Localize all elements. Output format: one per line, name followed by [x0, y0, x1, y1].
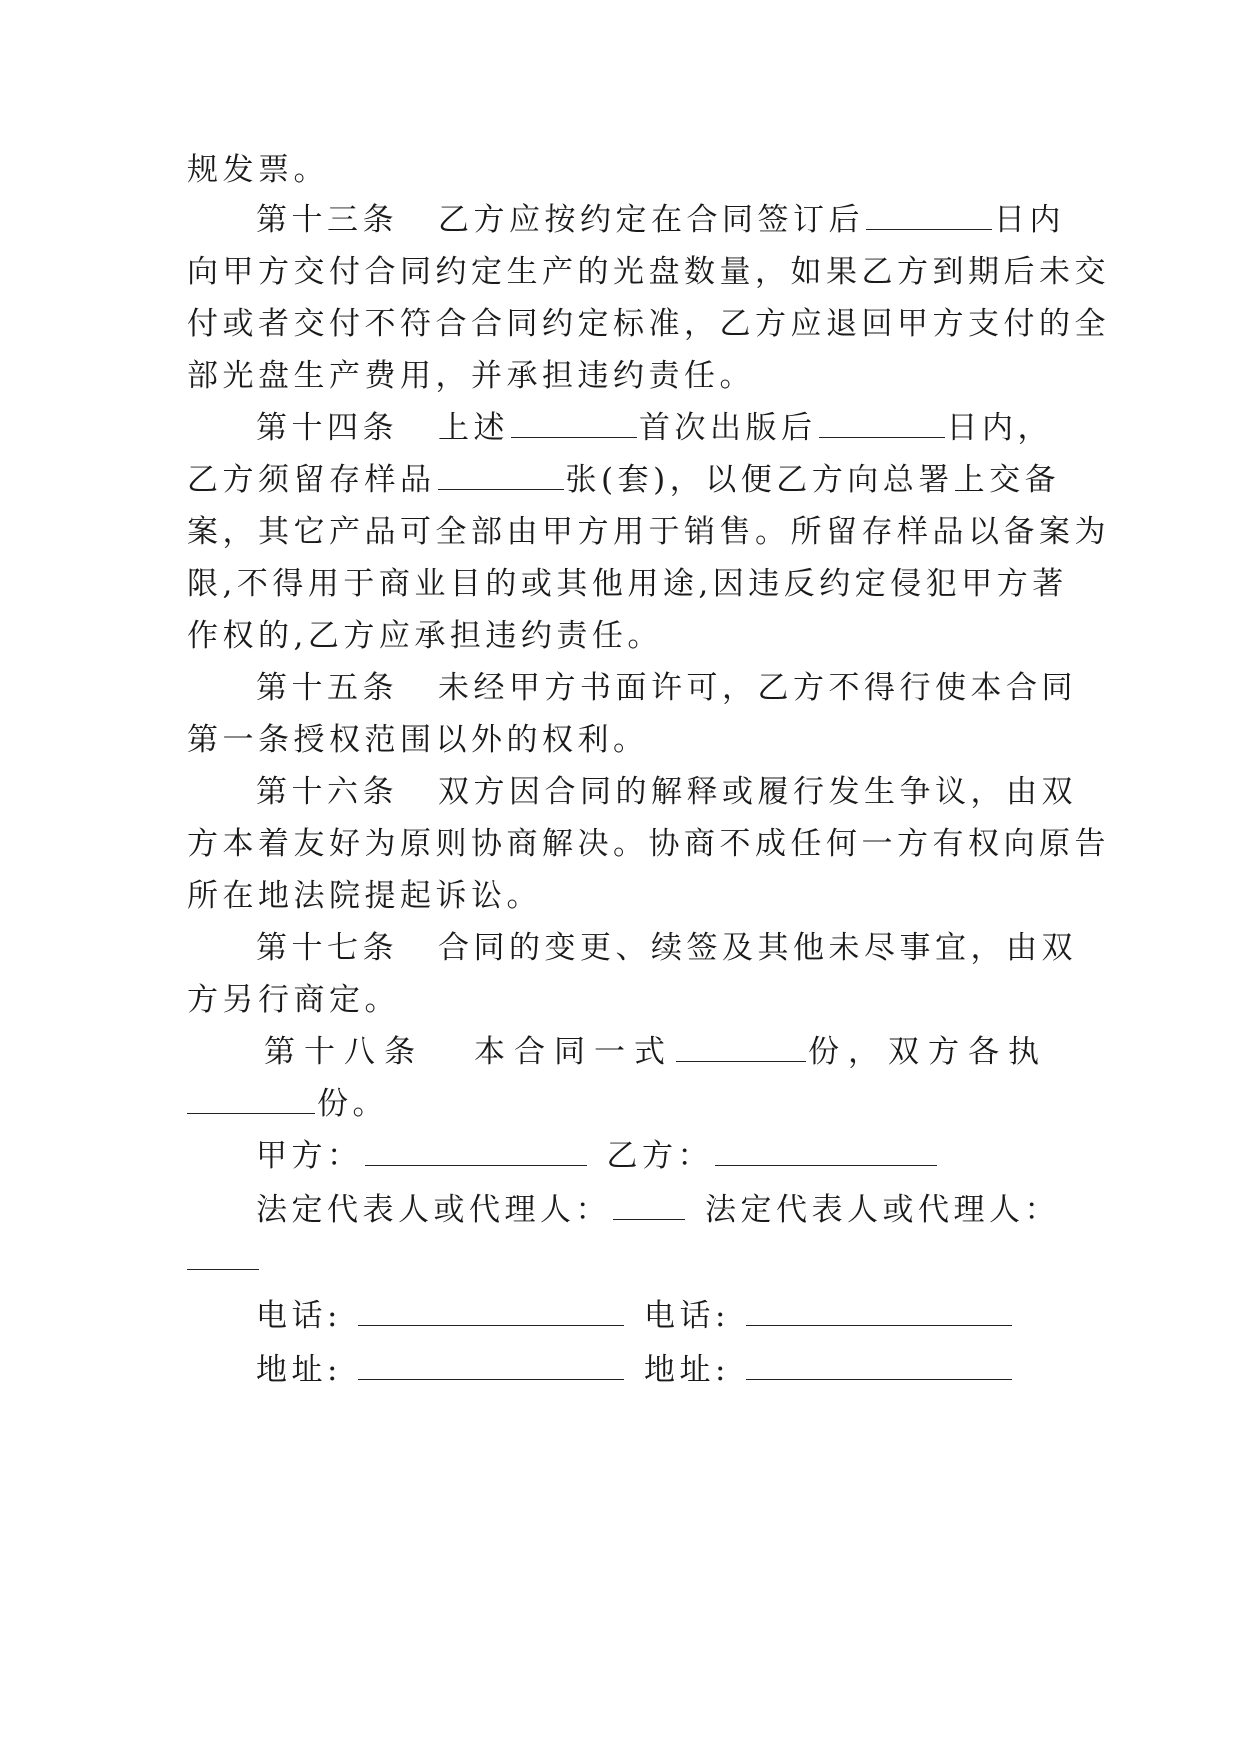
text: 首次出版后 [639, 410, 817, 446]
paragraph-line [187, 150, 1047, 190]
article-heading: 第十四条 [256, 410, 398, 446]
address-a-field [358, 1351, 624, 1380]
text: 案，其它产品可全部由甲方用于销售。所留存样品以备案为 [187, 514, 1110, 550]
article-14 [256, 408, 1116, 448]
address-b-label: 地址: [643, 1352, 730, 1388]
text: 乙方应按约定在合同签订后 [438, 202, 864, 238]
text: 双方因合同的解释或履行发生争议，由双 [438, 774, 1077, 810]
blank-field [866, 201, 992, 230]
text: 第一条授权范围以外的权利。 [187, 722, 649, 758]
text: 未经甲方书面许可，乙方不得行使本合同 [438, 670, 1077, 706]
text: 限,不得用于商业目的或其他用途,因违反约定侵犯甲方著 [187, 566, 1068, 602]
article-heading: 第十八条 [264, 1034, 424, 1070]
paragraph-line [187, 980, 1047, 1020]
paragraph-line [187, 824, 1110, 864]
text: 张(套)，以便乙方向总署上交备 [565, 462, 1061, 498]
text: 作权的,乙方应承担违约责任。 [187, 618, 663, 654]
paragraph-line [187, 720, 1047, 760]
article-13 [256, 200, 1116, 240]
text: 方另行商定。 [187, 982, 400, 1018]
text: 方本着友好为原则协商解决。协商不成任何一方有权向原告 [187, 826, 1110, 862]
party-a-field [365, 1137, 587, 1166]
paragraph-line [187, 304, 1110, 344]
paragraph-line [187, 876, 1047, 916]
article-16 [256, 772, 1116, 812]
phone-a-field [358, 1297, 624, 1326]
rep-b-field [187, 1241, 259, 1270]
phone-b-field [746, 1297, 1012, 1326]
blank-field [511, 409, 637, 438]
signature-parties [256, 1136, 1116, 1176]
text: 所在地法院提起诉讼。 [187, 878, 542, 914]
signature-phones [256, 1296, 1116, 1336]
paragraph-line [187, 356, 1047, 396]
paragraph-line [187, 460, 1061, 500]
article-heading: 第十六条 [256, 774, 398, 810]
paragraph-line [187, 1084, 1047, 1124]
text: 上述 [438, 410, 509, 446]
paragraph-line [187, 512, 1110, 552]
address-a-label: 地址: [256, 1352, 342, 1388]
article-15 [256, 668, 1116, 708]
text: 部光盘生产费用，并承担违约责任。 [187, 358, 755, 394]
phone-b-label: 电话: [643, 1298, 730, 1334]
text: 乙方须留存样品 [187, 462, 436, 498]
signature-addresses [256, 1350, 1116, 1390]
blank-field [187, 1085, 315, 1114]
article-17 [256, 928, 1116, 968]
party-a-label: 甲方： [256, 1138, 363, 1174]
paragraph-line [187, 616, 1047, 656]
rep-a-label: 法定代表人或代理人： [256, 1192, 611, 1228]
rep-b-label: 法定代表人或代理人： [705, 1192, 1060, 1228]
address-b-field [746, 1351, 1012, 1380]
paragraph-line [187, 252, 1110, 292]
text: 合同的变更、续签及其他未尽事宜，由双 [438, 930, 1077, 966]
text: 份，双方各执 [808, 1034, 1048, 1070]
blank-field [676, 1033, 806, 1062]
article-heading: 第十三条 [256, 202, 398, 238]
party-b-label: 乙方： [606, 1138, 713, 1174]
text: 付或者交付不符合合同约定标准，乙方应退回甲方支付的全 [187, 306, 1110, 342]
text: 日内 [994, 202, 1065, 238]
article-heading: 第十五条 [256, 670, 398, 706]
text: 份。 [317, 1086, 388, 1122]
article-heading: 第十七条 [256, 930, 398, 966]
signature-representatives [256, 1190, 1116, 1230]
text: 规发票。 [187, 152, 329, 188]
phone-a-label: 电话: [256, 1298, 342, 1334]
paragraph-line [187, 564, 1068, 604]
rep-a-field [613, 1191, 685, 1220]
blank-field [438, 461, 564, 490]
text: 向甲方交付合同约定生产的光盘数量，如果乙方到期后未交 [187, 254, 1110, 290]
blank-field [819, 409, 945, 438]
party-b-field [715, 1137, 937, 1166]
signature-representative-continued [187, 1240, 1047, 1280]
text: 日内， [946, 410, 1053, 446]
text: 本合同一式 [474, 1034, 674, 1070]
article-18 [264, 1032, 1124, 1072]
